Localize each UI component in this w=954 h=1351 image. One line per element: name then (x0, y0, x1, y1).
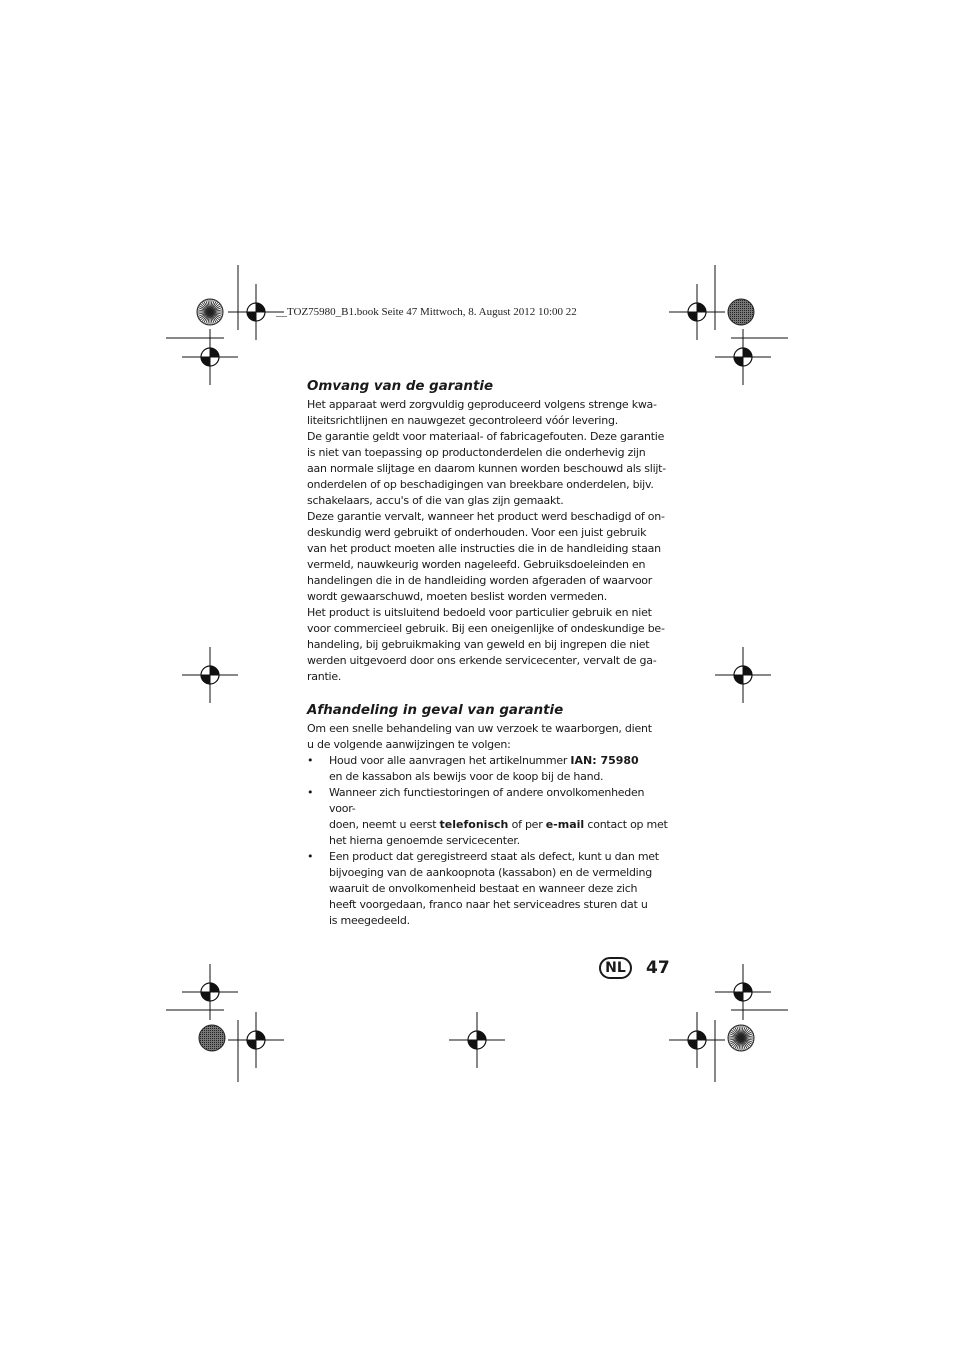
paragraph-line: Het product is uitsluitend bedoeld voor particulier gebruik en niet (307, 606, 652, 619)
item-text: doen, neemt u eerst (329, 818, 440, 831)
paragraph-line: is niet van toepassing op productonderdelen die onderhevig zijn (307, 446, 646, 459)
paragraph-line: van het product moeten alle instructies die in de handleiding staan (307, 542, 661, 555)
item-text: het hierna genoemde servicecenter. (329, 834, 520, 847)
paragraph-line: voor commercieel gebruik. Bij een oneigenlijke of ondeskundige be- (307, 622, 665, 635)
item-text: of per (508, 818, 546, 831)
paragraph-line: Deze garantie vervalt, wanneer het product werd beschadigd of on- (307, 510, 665, 523)
article-number: IAN: 75980 (570, 754, 639, 767)
emphasis-phone: telefonisch (439, 818, 509, 831)
paragraph-line: aan normale slijtage en daarom kunnen worden beschouwd als slijt- (307, 462, 666, 475)
paragraph-line: wordt gewaarschuwd, moeten beslist worden vermeden. (307, 590, 608, 603)
page-content (307, 376, 673, 929)
intro-line: Om een snelle behandeling van uw verzoek te waarborgen, dient (307, 722, 652, 735)
paragraph-line: onderdelen of op beschadigingen van breekbare onderdelen, bijv. (307, 478, 654, 491)
item-text: Wanneer zich functiestoringen of andere onvolkomenheden voor- (329, 786, 645, 815)
item-text: en de kassabon als bewijs voor de koop bij de hand. (329, 770, 604, 783)
paragraph-line: schakelaars, accu's of die van glas zijn gemaakt. (307, 494, 564, 507)
paragraph-line: Het apparaat werd zorgvuldig geproduceerd volgens strenge kwa- (307, 398, 657, 411)
section-title-handling: Afhandeling in geval van garantie (307, 703, 564, 718)
paragraph-line: vermeld, nauwkeurig worden nageleefd. Gebruiksdoeleinden en (307, 558, 646, 571)
bullet-icon: • (307, 786, 314, 799)
intro-line: u de volgende aanwijzingen te volgen: (307, 738, 511, 751)
page-number: 47 (646, 958, 670, 978)
page-footer (599, 957, 670, 979)
bullet-icon: • (307, 754, 314, 767)
instruction-list (307, 753, 673, 929)
paragraph-line: liteitsrichtlijnen en nauwgezet gecontroleerd vóór levering. (307, 414, 618, 427)
item-text: Een product dat geregistreerd staat als defect, kunt u dan met (329, 850, 659, 863)
language-badge: NL (599, 957, 632, 979)
list-item (307, 753, 673, 785)
item-text: bijvoeging van de aankoopnota (kassabon) en de vermelding (329, 866, 652, 879)
item-text: waaruit de onvolkomenheid bestaat en wanneer deze zich (329, 882, 638, 895)
item-text: Houd voor alle aanvragen het artikelnummer (329, 754, 571, 767)
section-title-scope: Omvang van de garantie (307, 379, 494, 394)
item-text: is meegedeeld. (329, 914, 410, 927)
item-text: heeft voorgedaan, franco naar het serviceadres sturen dat u (329, 898, 648, 911)
bullet-icon: • (307, 850, 314, 863)
item-text: contact op met (584, 818, 668, 831)
paragraph-line: De garantie geldt voor materiaal- of fabricagefouten. Deze garantie (307, 430, 665, 443)
book-info-line: __TOZ75980_B1.book Seite 47 Mittwoch, 8. August 2012 10:00 22 (276, 306, 577, 318)
paragraph-line: deskundig werd gebruikt of onderhouden. Voor een juist gebruik (307, 526, 647, 539)
paragraph-line: werden uitgevoerd door ons erkende servicecenter, vervalt de ga- (307, 654, 657, 667)
paragraph-line: handeling, bij gebruikmaking van geweld en bij ingrepen die niet (307, 638, 650, 651)
paragraph-line: rantie. (307, 670, 342, 683)
list-item (307, 849, 673, 929)
list-item (307, 785, 673, 849)
emphasis-email: e-mail (545, 818, 585, 831)
paragraph-line: handelingen die in de handleiding worden afgeraden of waarvoor (307, 574, 653, 587)
